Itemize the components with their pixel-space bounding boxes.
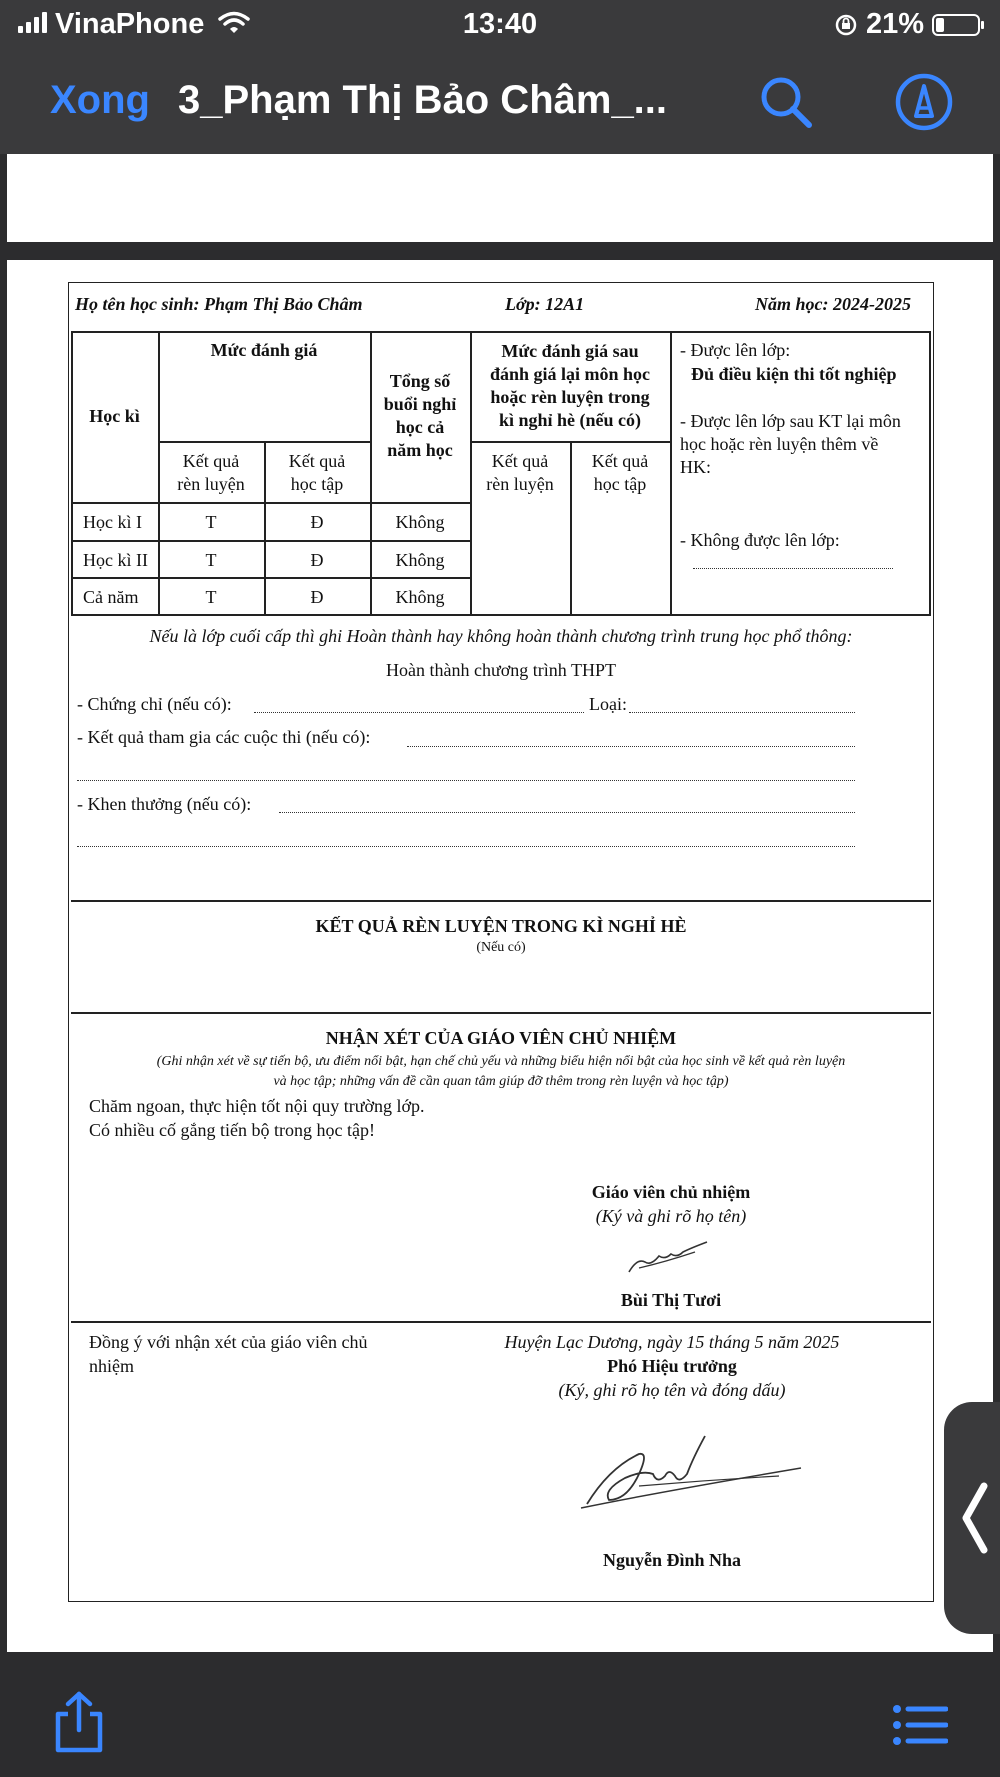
bottom-toolbar [0, 1660, 1000, 1777]
promotion-label: - Được lên lớp: [680, 340, 791, 360]
row-study: Đ [310, 550, 324, 570]
school-year: Năm học: 2024-2025 [755, 294, 911, 314]
final-year-result: Hoàn thành chương trình THPT [386, 660, 616, 680]
row-conduct: T [205, 512, 217, 532]
certificate-type-label: Loại: [589, 694, 627, 714]
promotion-retest: - Được lên lớp sau KT lại môn học hoặc rèn luyện thêm về HK: [680, 411, 901, 477]
teacher-name: Bùi Thị Tươi [620, 1290, 722, 1310]
status-bar [0, 0, 1000, 50]
award-dots-2 [77, 846, 855, 847]
header-reassess-study: Kết quả học tập [591, 451, 649, 494]
certificate-dots [254, 712, 584, 713]
vice-principal-role: Phó Hiệu trưởng [607, 1356, 737, 1376]
header-absences: Tổng số buổi nghỉ học cả năm học [383, 371, 457, 460]
done-button[interactable]: Xong [50, 78, 150, 122]
certificate-label: - Chứng chỉ (nếu có): [77, 694, 232, 714]
principal-agree: nhiệm [89, 1356, 134, 1376]
certificate-type-dots [629, 712, 855, 713]
final-year-note: Nếu là lớp cuối cấp thì ghi Hoàn thành hay không hoàn thành chương trình trung học phổ thông: [149, 626, 853, 646]
battery-percent: 21% [865, 8, 924, 40]
status-time: 13:40 [462, 8, 538, 40]
row-term: Học kì I [83, 512, 142, 532]
comment-title: NHẬN XÉT CỦA GIÁO VIÊN CHỦ NHIỆM [325, 1028, 677, 1048]
row-absences: Không [395, 512, 445, 532]
row-absences: Không [395, 587, 445, 607]
header-term: Học kì [89, 406, 140, 426]
header-reassessment: Mức đánh giá sau đánh giá lại môn học hoặc rèn luyện trong kì nghỉ hè (nếu có) [489, 341, 651, 430]
header-conduct: Kết quả rèn luyện [177, 451, 245, 494]
place-date: Huyện Lạc Dương, ngày 15 tháng 5 năm 2025 [504, 1332, 840, 1352]
chevron-left-icon [960, 1482, 988, 1554]
divider [71, 900, 931, 902]
vice-principal-name: Nguyễn Đình Nha [602, 1550, 742, 1570]
summer-title: KẾT QUẢ RÈN LUYỆN TRONG KÌ NGHỈ HÈ [315, 916, 687, 936]
not-promoted-dots [693, 568, 893, 569]
sidebar-handle[interactable] [944, 1402, 1000, 1634]
vice-principal-sign-note: (Ký, ghi rõ họ tên và đóng dấu) [558, 1380, 786, 1400]
contest-label: - Kết quả tham gia các cuộc thi (nếu có): [77, 727, 371, 747]
search-icon[interactable] [756, 72, 816, 132]
header-reassess-conduct: Kết quả rèn luyện [486, 451, 554, 494]
row-term: Cả năm [83, 587, 139, 607]
teacher-role: Giáo viên chủ nhiệm [591, 1182, 751, 1202]
divider [71, 1321, 931, 1323]
teacher-signature [625, 1238, 711, 1280]
document-title: 3_Phạm Thị Bảo Châm_... [178, 78, 668, 122]
divider [71, 1012, 931, 1014]
list-icon[interactable] [892, 1704, 948, 1746]
header-assessment: Mức đánh giá [210, 340, 318, 360]
row-conduct: T [205, 550, 217, 570]
contest-dots [407, 746, 855, 747]
comment-instructions: (Ghi nhận xét về sự tiến bộ, ưu điểm nổi bật, hạn chế chủ yếu và những biểu hiện nổi bật của học sinh về kết quả rèn luyện [156, 1054, 846, 1069]
teacher-comment: Có nhiều cố gắng tiến bộ trong học tập! [89, 1120, 375, 1140]
row-study: Đ [310, 512, 324, 532]
not-promoted-label: - Không được lên lớp: [680, 530, 840, 550]
promotion-value: Đủ điều kiện thi tốt nghiệp [691, 364, 897, 384]
principal-agree: Đồng ý với nhận xét của giáo viên chủ [89, 1332, 368, 1352]
teacher-sign-note: (Ký và ghi rõ họ tên) [595, 1206, 747, 1226]
summer-subtitle: (Nếu có) [476, 940, 526, 955]
nav-bar [0, 50, 1000, 154]
student-name: Họ tên học sinh: Phạm Thị Bảo Châm [75, 294, 363, 314]
row-study: Đ [310, 587, 324, 607]
teacher-comment: Chăm ngoan, thực hiện tốt nội quy trường lớp. [89, 1096, 425, 1116]
header-study: Kết quả học tập [288, 451, 346, 494]
share-icon[interactable] [52, 1690, 106, 1754]
row-term: Học kì II [83, 550, 148, 570]
award-label: - Khen thưởng (nếu có): [77, 794, 252, 814]
class-name: Lớp: 12A1 [505, 294, 585, 314]
document-page [7, 260, 993, 1652]
row-absences: Không [395, 550, 445, 570]
vice-principal-signature [579, 1428, 805, 1514]
markup-pen-icon[interactable] [894, 72, 954, 132]
row-conduct: T [205, 587, 217, 607]
award-dots [279, 812, 855, 813]
battery-icon [932, 14, 980, 36]
battery-status [834, 8, 980, 41]
carrier-label: VinaPhone [55, 8, 205, 40]
comment-instructions: và học tập; những vấn đề cần quan tâm giúp đỡ thêm trong rèn luyện và học tập) [273, 1074, 729, 1089]
previous-page [7, 154, 993, 242]
rotation-lock-icon [834, 13, 858, 37]
contest-dots-2 [77, 780, 855, 781]
